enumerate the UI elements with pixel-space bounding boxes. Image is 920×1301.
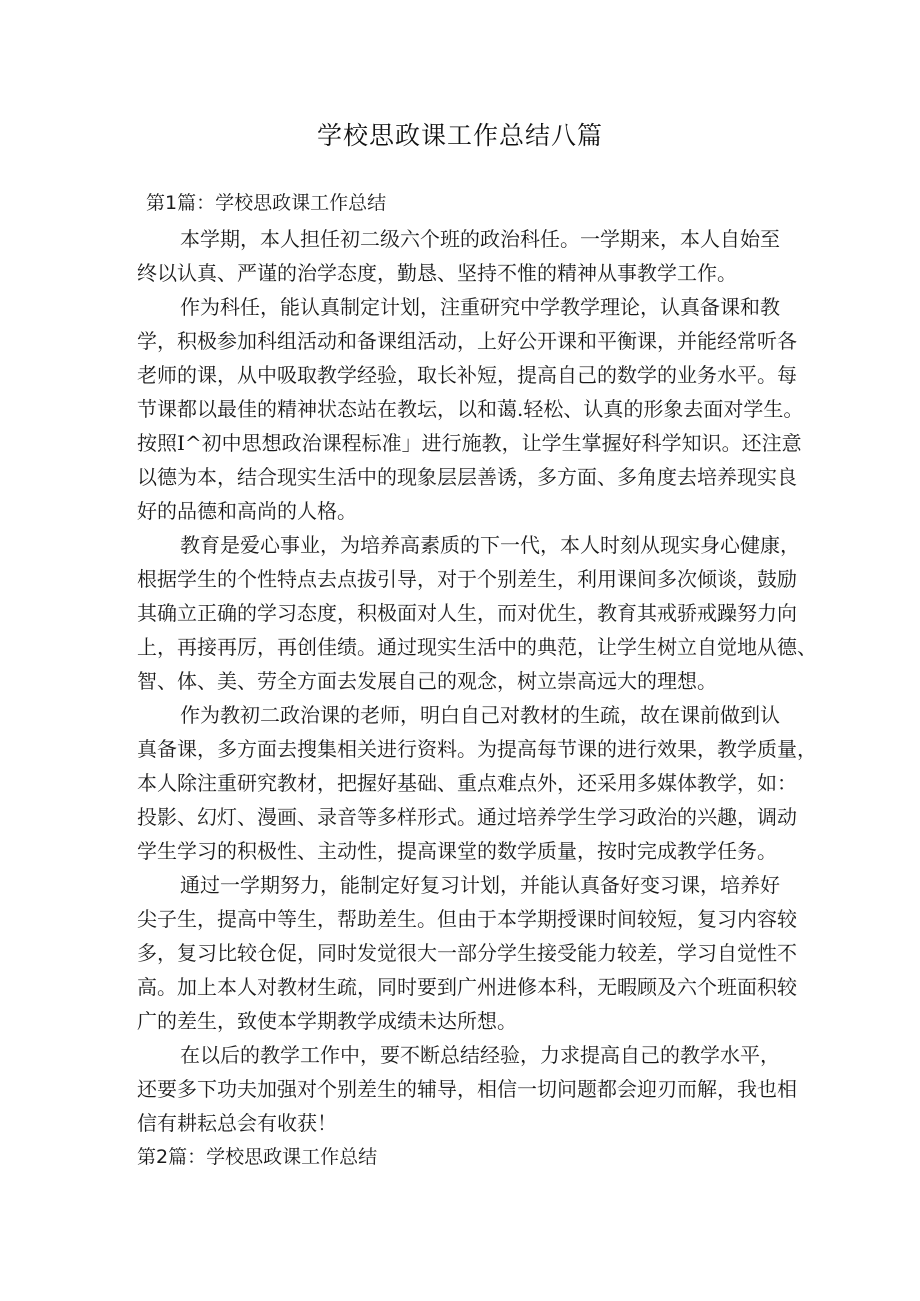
document-title: 学校思政课工作总结八篇: [316, 121, 603, 150]
paragraph-line: 教育是爱心事业，为培养高素质的下一代，本人时刻从现实身心健康，: [180, 533, 800, 557]
paragraph-line: 根据学生的个性特点去点拔引导，对于个别差生，利用课间多次倾谈，鼓励: [137, 567, 797, 591]
paragraph-line: 高。加上本人对教材生疏，同时要到广州进修本科，无暇顾及六个班面积较: [137, 975, 797, 999]
paragraph-line: 广的差生，致使本学期教学成绩未达所想。: [137, 1009, 517, 1033]
paragraph-line: 多，复习比较仓促，同时发觉很大一部分学生接受能力较差，学习自觉性不: [137, 941, 797, 965]
paragraph-line: 老师的课，从中吸取教学经验，取长补短，提高自己的数学的业务水平。每: [137, 363, 797, 387]
paragraph-line: 真备课，多方面去搜集相关进行资料。为提高每节课的进行效果，教学质量，: [137, 737, 817, 761]
paragraph-line: 终以认真、严谨的治学态度，勤恳、坚持不惟的精神从事教学工作。: [137, 261, 737, 285]
paragraph-line: 其确立正确的学习态度，积极面对人生，而对优生，教育其戒骄戒躁努力向: [137, 601, 797, 625]
paragraph-line: 智、体、美、劳全方面去发展自己的观念，树立崇高远大的理想。: [137, 669, 717, 693]
paragraph-line: 好的品德和高尚的人格。: [137, 499, 357, 523]
paragraph-line: 作为科任，能认真制定计划，注重研究中学教学理论，认真备课和教: [180, 295, 780, 319]
paragraph-line: 投影、幻灯、漫画、录音等多样形式。通过培养学生学习政治的兴趣，调动: [137, 805, 797, 829]
paragraph-line: 学，积极参加科组活动和备课组活动，上好公开课和平衡课，并能经常听各: [137, 329, 797, 353]
paragraph-line: 尖子生，提高中等生，帮助差生。但由于本学期授课时间较短，复习内容较: [137, 907, 797, 931]
paragraph-line: 在以后的教学工作中，要不断总结经验，力求提高自己的教学水平，: [180, 1043, 780, 1067]
paragraph-line: 学生学习的积极性、主动性，提高课堂的数学质量，按时完成教学任务。: [137, 839, 777, 863]
paragraph-line: 节课都以最佳的精神状态站在教坛，以和蔼.轻松、认真的形象去面对学生。: [137, 397, 804, 421]
section-heading: 第1篇：学校思政课工作总结: [146, 192, 387, 214]
paragraph-line: 信有耕耘总会有收获！: [137, 1111, 337, 1135]
paragraph-line: 以德为本，结合现实生活中的现象层层善诱，多方面、多角度去培养现实良: [137, 465, 797, 489]
paragraph-line: 本人除注重研究教材，把握好基础、重点难点外，还采用多媒体教学，如：: [137, 771, 797, 795]
paragraph-line: 上，再接再厉，再创佳绩。通过现实生活中的典范，让学生树立自觉地从德、: [137, 635, 817, 659]
paragraph-line: 作为教初二政治课的老师，明白自己对教材的生疏，故在课前做到认: [180, 703, 780, 727]
paragraph-line: 本学期，本人担任初二级六个班的政治科任。一学期来，本人自始至: [180, 227, 780, 251]
paragraph-line: 按照I^初中思想政治课程标准」进行施教，让学生掌握好科学知识。还注意: [137, 431, 802, 455]
paragraph-line: 通过一学期努力，能制定好复习计划，并能认真备好变习课，培养好: [180, 873, 780, 897]
section-heading: 第2篇：学校思政课工作总结: [137, 1146, 378, 1168]
paragraph-line: 还要多下功夫加强对个别差生的辅导，相信一切问题都会迎刃而解，我也相: [137, 1077, 797, 1101]
